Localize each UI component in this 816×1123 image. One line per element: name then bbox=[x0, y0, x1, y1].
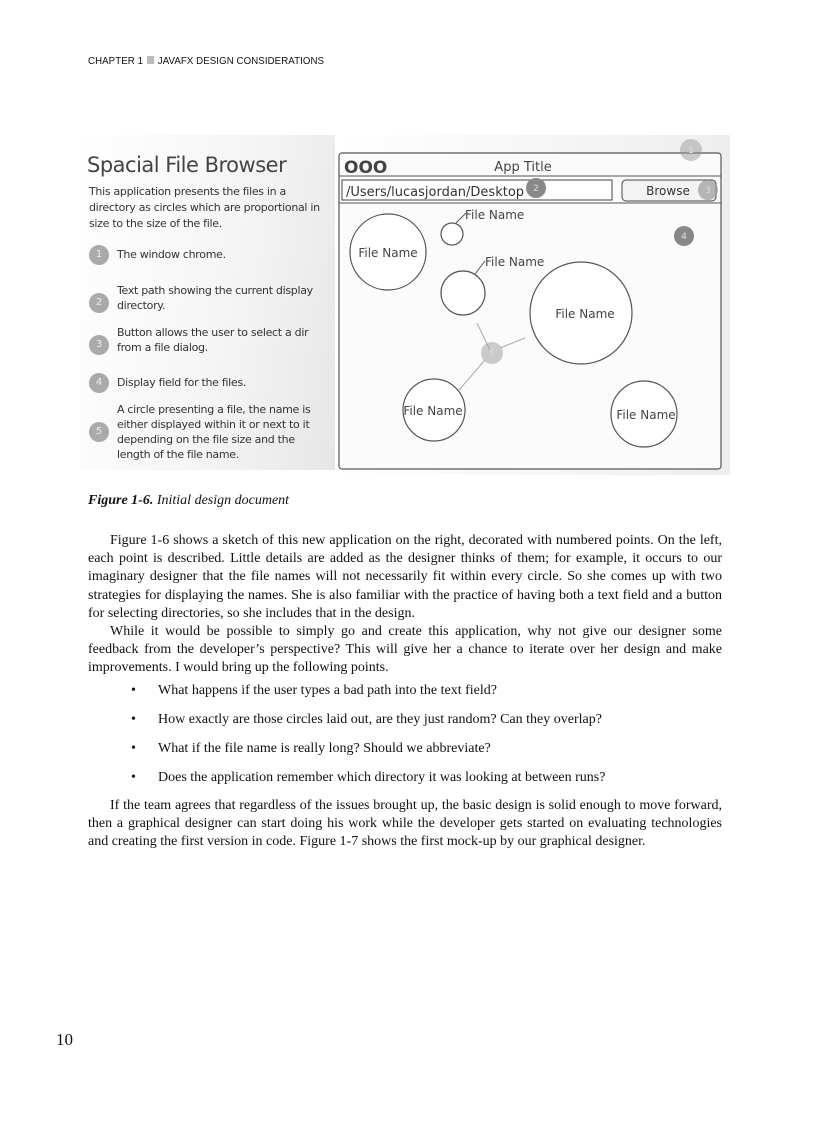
browse-label: Browse bbox=[646, 184, 690, 198]
paragraph: If the team agrees that regardless of the issues brought up, the basic design is solid enough to move forward, then a graphical designer can start doing his work while the developer gets started on evaluating technologies and creating the first version in code. Figure 1-7 shows the first mock-up by our graphical designer. bbox=[88, 798, 722, 850]
note-text: Button allows the user to select a dir from a file dialog. bbox=[117, 326, 309, 354]
design-notes bbox=[80, 135, 335, 470]
file-circle[interactable] bbox=[441, 223, 463, 245]
marker-3-icon: 3 bbox=[89, 335, 109, 355]
marker-2-icon: 2 bbox=[89, 293, 109, 313]
svg-text:File Name: File Name bbox=[616, 408, 676, 422]
paragraph: Figure 1-6 shows a sketch of this new application on the right, decorated with numbered points. On the left, each point is described. Little details are added as the designer thinks of them; for example, it occurs to our imaginary designer that the file names will not necessarily fit within every circle. So she comes up with two strategies for displaying the names. She is also familiar with the practice of having both a text field and a button for selecting directories, so she includes that in the design. bbox=[88, 533, 722, 621]
separator-square-icon bbox=[147, 56, 154, 64]
svg-text:File Name: File Name bbox=[485, 255, 545, 269]
body-text bbox=[88, 532, 722, 678]
note-text: Text path showing the current display directory. bbox=[117, 284, 313, 312]
svg-text:File Name: File Name bbox=[555, 307, 615, 321]
app-title: App Title bbox=[494, 160, 552, 175]
figure-1-6 bbox=[80, 135, 730, 475]
figure-caption bbox=[88, 493, 289, 509]
figure-title: Spacial File Browser bbox=[87, 153, 287, 177]
svg-text:4: 4 bbox=[681, 232, 687, 242]
marker-4-icon: 4 bbox=[89, 373, 109, 393]
marker-1-icon: 1 bbox=[89, 245, 109, 265]
file-circle[interactable] bbox=[441, 271, 485, 315]
marker-5-icon: 5 bbox=[89, 422, 109, 442]
window-sketch bbox=[335, 135, 730, 475]
svg-text:File Name: File Name bbox=[403, 404, 463, 418]
note-text: A circle presenting a file, the name is either displayed within it or next to it depending on the file size and the length of the file name. bbox=[117, 403, 311, 461]
svg-text:1: 1 bbox=[688, 146, 694, 156]
note-text: Display field for the files. bbox=[117, 376, 247, 389]
svg-text:2: 2 bbox=[533, 184, 539, 194]
chapter-title: JAVAFX DESIGN CONSIDERATIONS bbox=[157, 55, 325, 67]
svg-text:5: 5 bbox=[489, 349, 495, 359]
note-text: The window chrome. bbox=[117, 248, 226, 261]
chapter-label: CHAPTER 1 bbox=[88, 55, 144, 67]
caption-label: Figure 1-6. bbox=[88, 493, 154, 508]
paragraph: While it would be possible to simply go and create this application, why not give our designer some feedback from the developer’s perspective? This will give her a chance to iterate over her design and make improvements. I would bring up the following points. bbox=[88, 624, 722, 676]
closing-text bbox=[88, 797, 722, 852]
page-number: 10 bbox=[56, 1030, 73, 1049]
running-header bbox=[88, 55, 324, 67]
svg-text:3: 3 bbox=[705, 186, 711, 196]
window-controls-icon: OOO bbox=[344, 158, 388, 178]
figure-intro: This application presents the files in a directory as circles which are proportional in size to the size of the file. bbox=[89, 185, 320, 230]
svg-text:File Name: File Name bbox=[465, 208, 525, 222]
caption-text: Initial design document bbox=[156, 493, 290, 508]
svg-text:File Name: File Name bbox=[358, 246, 418, 260]
path-text: /Users/lucasjordan/Desktop bbox=[346, 185, 525, 200]
